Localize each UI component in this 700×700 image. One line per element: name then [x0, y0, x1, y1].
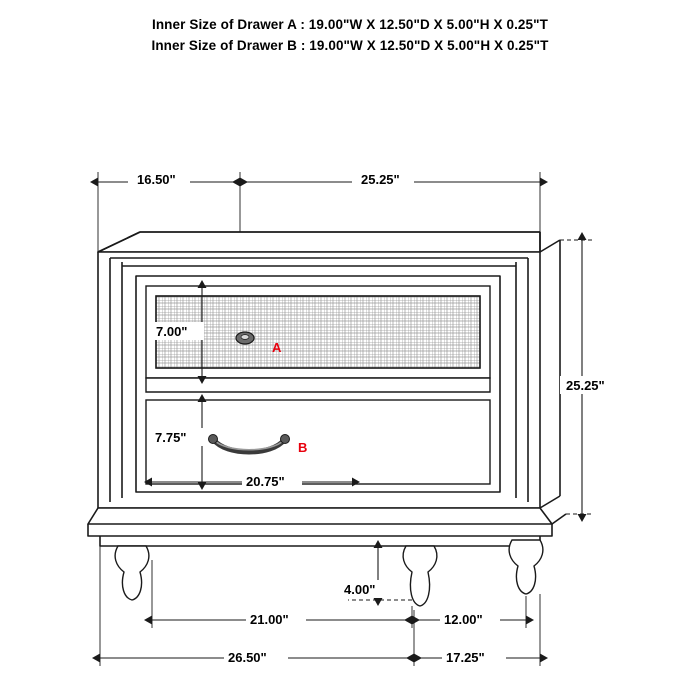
- drawer-a-inner-size-note: Inner Size of Drawer A : 19.00"W X 12.50"D X 5.00"H X 0.25"T: [151, 17, 548, 32]
- dim-base-width: 21.00": [250, 612, 289, 627]
- dim-overall-depth: 17.25": [446, 650, 485, 665]
- drawer-b-inner-size-note: Inner Size of Drawer B : 19.00"W X 12.50"D X 5.00"H X 0.25"T: [151, 38, 549, 53]
- legs: [115, 540, 543, 606]
- dim-overall-width: 26.50": [228, 650, 267, 665]
- dim-top-left: 16.50": [137, 172, 176, 187]
- drawer-divider-rail: [146, 378, 490, 392]
- dim-drawer-b-height: 7.75": [155, 430, 187, 445]
- drawer-a-label: A: [272, 340, 282, 355]
- dim-top-right: 25.25": [361, 172, 400, 187]
- dim-drawer-a-height: 7.00": [156, 324, 188, 339]
- dim-base-depth: 12.00": [444, 612, 483, 627]
- dim-foot-height: 4.00": [344, 582, 376, 597]
- drawer-b-label: B: [298, 440, 308, 455]
- dim-right-height: 25.25": [566, 378, 605, 393]
- dim-drawer-b-width: 20.75": [246, 474, 285, 489]
